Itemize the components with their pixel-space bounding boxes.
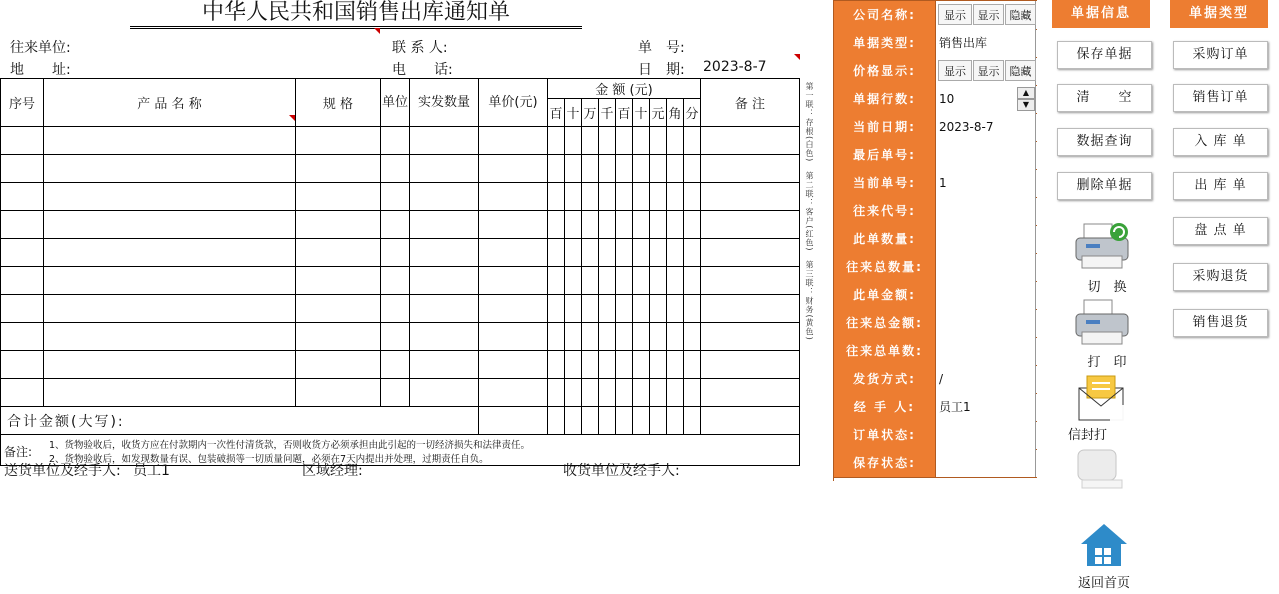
total-amount-label: 合计金额(大写): [1,407,479,435]
table-cell[interactable] [565,239,582,267]
total-digit-cell[interactable] [684,407,701,435]
table-cell[interactable] [565,211,582,239]
table-cell[interactable] [701,323,800,351]
table-cell[interactable] [684,155,701,183]
amount-digit-header: 分 [684,99,701,127]
panel-row [834,365,1037,394]
table-cell[interactable] [616,127,633,155]
table-cell[interactable] [667,211,684,239]
table-cell[interactable] [1,267,44,295]
table-cell[interactable] [684,351,701,379]
table-row [1,155,800,183]
table-row [1,323,800,351]
save-document-button[interactable]: 保存单据 [1057,41,1152,69]
delete-document-button[interactable]: 删除单据 [1057,172,1152,200]
table-row [1,295,800,323]
table-cell[interactable] [1,155,44,183]
table-cell[interactable] [548,295,565,323]
amount-digit-header: 十 [633,99,650,127]
table-cell[interactable] [1,295,44,323]
table-cell[interactable] [479,379,548,407]
panel-row-value[interactable] [936,281,1036,309]
panel-row [834,141,1037,170]
table-cell[interactable] [410,267,479,295]
table-cell[interactable] [479,295,548,323]
table-row [1,239,800,267]
table-cell[interactable] [616,183,633,211]
table-cell[interactable] [633,379,650,407]
table-cell[interactable] [616,379,633,407]
table-cell[interactable] [633,127,650,155]
panel-row-label: 往来代号: [834,197,936,225]
table-cell[interactable] [701,211,800,239]
amount-digit-header: 百 [548,99,565,127]
header-price: 单价(元) [479,79,548,127]
table-cell[interactable] [1,351,44,379]
table-cell[interactable] [479,239,548,267]
amount-digit-header: 千 [599,99,616,127]
note-line-2: 2、货物验收后，如发现数量有误、包装破损等一切质量问题，必须在7天内提出并处理，过期责任自负。 [49,454,489,465]
table-cell[interactable] [582,211,599,239]
panel-row [834,421,1037,450]
table-cell[interactable] [650,127,667,155]
table-cell[interactable] [565,351,582,379]
table-cell[interactable] [701,267,800,295]
table-cell[interactable] [548,155,565,183]
total-digit-cell[interactable] [667,407,684,435]
table-cell[interactable] [684,323,701,351]
copy-instructions-text: 第一联：存根(白色) 第二联：客户(红色) 第三联：财务(黄色) [805,82,814,341]
table-cell[interactable] [381,155,410,183]
panel-row [834,29,1037,58]
table-cell[interactable] [701,239,800,267]
table-cell[interactable] [565,323,582,351]
table-cell[interactable] [616,351,633,379]
table-cell[interactable] [599,127,616,155]
sender-label: 送货单位及经手人: [4,463,121,479]
table-cell[interactable] [410,323,479,351]
inventory-count-button[interactable]: 盘 点 单 [1173,217,1268,245]
table-cell[interactable] [565,379,582,407]
table-cell[interactable] [44,127,296,155]
table-cell[interactable] [684,127,701,155]
document-title: 中华人民共和国销售出库通知单 [130,0,582,29]
table-cell[interactable] [381,267,410,295]
table-cell[interactable] [633,183,650,211]
address-label: 地 址: [10,62,71,78]
table-cell[interactable] [296,323,381,351]
home-icon[interactable] [1077,520,1131,574]
panel-row-label: 价格显示: [834,57,936,85]
note-line-1: 1、货物验收后，收货方应在付款期内一次性付清货款，否则收货方必须承担由此引起的一切经济损失和法律责任。 [49,440,531,451]
panel-row-value[interactable] [936,225,1036,253]
switch-printer-icon[interactable] [1074,220,1134,276]
outbound-order-button[interactable]: 出 库 单 [1173,172,1268,200]
table-cell[interactable] [381,323,410,351]
hide-button[interactable]: 隐藏 [1005,60,1036,81]
document-info-panel [833,0,1037,481]
hide-button[interactable]: 隐藏 [1005,4,1036,25]
table-cell[interactable] [479,323,548,351]
table-cell[interactable] [565,267,582,295]
table-cell[interactable] [381,211,410,239]
table-cell[interactable] [667,379,684,407]
table-cell[interactable] [479,127,548,155]
total-digit-cell[interactable] [565,407,582,435]
comment-marker [794,54,800,60]
table-cell[interactable] [1,183,44,211]
spin-down-button[interactable]: ▼ [1017,99,1035,111]
panel-row-label: 往来总金额: [834,309,936,337]
table-cell[interactable] [599,295,616,323]
panel-row-label: 此单数量: [834,225,936,253]
table-cell[interactable] [548,267,565,295]
table-cell[interactable] [701,127,800,155]
table-cell[interactable] [701,155,800,183]
table-cell[interactable] [1,239,44,267]
panel-row [834,113,1037,142]
sender-value: 员工1 [133,463,170,479]
partner-label: 往来单位: [10,40,71,56]
panel-row-label: 最后单号: [834,141,936,169]
panel-row-label: 当前日期: [834,113,936,141]
table-cell[interactable] [44,239,296,267]
panel-row-value[interactable] [936,449,1036,477]
purchase-return-button[interactable]: 采购退货 [1173,263,1268,291]
table-cell[interactable] [479,183,548,211]
panel-row [834,449,1037,478]
table-cell[interactable] [633,267,650,295]
table-cell[interactable] [548,127,565,155]
contact-label: 联 系 人: [392,40,448,56]
table-cell[interactable] [684,211,701,239]
panel-row-value[interactable] [936,253,1036,281]
table-cell[interactable] [650,351,667,379]
total-digit-cell[interactable] [582,407,599,435]
table-cell[interactable] [599,379,616,407]
table-cell[interactable] [410,211,479,239]
panel-row-value[interactable] [936,197,1036,225]
header-product-name: 产 品 名 称 [44,79,296,127]
table-cell[interactable] [701,183,800,211]
table-cell[interactable] [44,323,296,351]
panel-row-value[interactable] [936,421,1036,449]
panel-row [834,57,1037,86]
table-cell[interactable] [650,155,667,183]
panel-row-label: 单据行数: [834,85,936,113]
panel-row [834,393,1037,422]
table-cell[interactable] [633,211,650,239]
table-cell[interactable] [633,239,650,267]
table-cell[interactable] [44,211,296,239]
table-cell[interactable] [479,155,548,183]
table-cell[interactable] [296,183,381,211]
envelope-print-label[interactable]: 信封打 [1068,428,1108,443]
print-label[interactable]: 打 印 [1087,355,1127,370]
table-cell[interactable] [296,295,381,323]
panel-row-label: 订单状态: [834,421,936,449]
header-unit: 单位 [381,79,410,127]
table-cell[interactable] [548,183,565,211]
phone-label: 电 话: [392,62,453,78]
panel-row-label: 往来总数量: [834,253,936,281]
table-cell[interactable] [650,239,667,267]
show-button[interactable]: 显示 [973,60,1004,81]
date-value: 2023-8-7 [703,59,767,75]
panel-row [834,337,1037,366]
table-cell[interactable] [616,267,633,295]
total-digit-cell[interactable] [599,407,616,435]
label-printer-icon[interactable] [1072,446,1128,496]
sales-return-button[interactable]: 销售退货 [1173,309,1268,337]
total-cell[interactable] [479,407,548,435]
table-row [1,211,800,239]
panel-row-value[interactable] [936,141,1036,169]
amount-digit-header: 十 [565,99,582,127]
table-cell[interactable] [1,127,44,155]
table-cell[interactable] [582,351,599,379]
clear-button[interactable]: 清 空 [1057,84,1152,112]
panel-row-label: 发货方式: [834,365,936,393]
table-cell[interactable] [599,323,616,351]
header-seq: 序号 [1,79,44,127]
notes-label: 备注: [4,445,33,459]
table-cell[interactable] [548,211,565,239]
table-cell[interactable] [582,183,599,211]
table-cell[interactable] [684,239,701,267]
table-row [1,127,800,155]
table-cell[interactable] [296,127,381,155]
table-cell[interactable] [701,295,800,323]
table-cell[interactable] [565,155,582,183]
amount-digit-header: 角 [667,99,684,127]
panel-row-value[interactable]: 销售出库 [936,29,1036,57]
total-digit-cell[interactable] [650,407,667,435]
table-cell[interactable] [1,323,44,351]
total-digit-cell[interactable] [548,407,565,435]
table-cell[interactable] [684,183,701,211]
table-cell[interactable] [565,295,582,323]
number-label: 单 号: [638,40,685,56]
table-cell[interactable] [548,239,565,267]
table-cell[interactable] [633,155,650,183]
table-cell[interactable] [44,267,296,295]
amount-digit-header: 百 [616,99,633,127]
table-cell[interactable] [616,211,633,239]
comment-marker [289,115,295,121]
comment-marker [374,28,380,34]
table-cell[interactable] [479,267,548,295]
header-remark: 备 注 [701,79,800,127]
table-cell[interactable] [582,155,599,183]
table-row [1,351,800,379]
purchase-order-button[interactable]: 采购订单 [1173,41,1268,69]
amount-digit-header: 万 [582,99,599,127]
table-cell[interactable] [548,323,565,351]
total-digit-cell[interactable] [633,407,650,435]
document-info-header: 单据信息 [1052,0,1150,28]
show-button[interactable]: 显示 [973,4,1004,25]
receiver-label: 收货单位及经手人: [563,463,680,479]
table-row [1,379,800,407]
panel-row [834,253,1037,282]
table-cell[interactable] [616,323,633,351]
table-cell[interactable] [684,295,701,323]
table-cell[interactable] [616,295,633,323]
area-manager-label: 区域经理: [302,463,363,479]
panel-row-value[interactable]: 10 [936,85,1036,113]
table-cell[interactable] [667,351,684,379]
table-cell[interactable] [548,351,565,379]
panel-row-value[interactable] [936,309,1036,337]
table-cell[interactable] [410,295,479,323]
table-cell[interactable] [667,183,684,211]
table-cell[interactable] [44,295,296,323]
panel-row [834,85,1037,114]
table-cell[interactable] [667,323,684,351]
total-digit-cell[interactable] [616,407,633,435]
panel-row-value[interactable] [936,337,1036,365]
table-cell[interactable] [599,155,616,183]
printer-icon[interactable] [1074,296,1134,352]
panel-row [834,169,1037,198]
table-cell[interactable] [296,239,381,267]
date-label: 日 期: [638,62,685,78]
table-cell[interactable] [44,155,296,183]
header-amount: 金 额 (元) [548,79,701,99]
table-cell[interactable] [633,351,650,379]
panel-row-label: 当前单号: [834,169,936,197]
panel-row [834,225,1037,254]
panel-row-value[interactable]: 2023-8-7 [936,113,1036,141]
table-cell[interactable] [410,127,479,155]
table-cell[interactable] [296,155,381,183]
table-cell[interactable] [582,239,599,267]
table-cell[interactable] [616,239,633,267]
table-cell[interactable] [633,323,650,351]
table-cell[interactable] [599,351,616,379]
faded-overlay [1110,405,1279,485]
table-cell[interactable] [582,295,599,323]
table-row [1,267,800,295]
table-cell[interactable] [650,267,667,295]
table-cell[interactable] [667,267,684,295]
panel-row [834,1,1037,30]
panel-row-label: 经 手 人: [834,393,936,421]
table-cell[interactable] [410,379,479,407]
table-cell[interactable] [296,267,381,295]
table-cell[interactable] [44,379,296,407]
table-cell[interactable] [684,379,701,407]
table-cell[interactable] [548,379,565,407]
table-cell[interactable] [667,239,684,267]
table-cell[interactable] [582,127,599,155]
table-cell[interactable] [582,379,599,407]
show-button[interactable]: 显示 [938,4,972,25]
table-cell[interactable] [479,351,548,379]
table-cell[interactable] [381,379,410,407]
table-cell[interactable] [565,127,582,155]
table-cell[interactable] [599,211,616,239]
sales-order-button[interactable]: 销售订单 [1173,84,1268,112]
table-cell[interactable] [410,239,479,267]
table-cell[interactable] [667,127,684,155]
table-cell[interactable] [582,267,599,295]
panel-row-value[interactable]: 1 [936,169,1036,197]
table-cell[interactable] [650,295,667,323]
panel-row-value[interactable]: 员工1 [936,393,1036,421]
table-cell[interactable] [44,351,296,379]
panel-row [834,281,1037,310]
switch-label[interactable]: 切 换 [1087,280,1127,295]
panel-row-label: 往来总单数: [834,337,936,365]
panel-row-label: 单据类型: [834,29,936,57]
table-cell[interactable] [650,323,667,351]
table-cell[interactable] [410,183,479,211]
document-type-header: 单据类型 [1170,0,1268,28]
table-cell[interactable] [667,295,684,323]
table-cell[interactable] [381,127,410,155]
table-cell[interactable] [381,183,410,211]
table-cell[interactable] [650,211,667,239]
table-cell[interactable] [44,183,296,211]
panel-row [834,197,1037,226]
table-cell[interactable] [701,351,800,379]
header-quantity: 实发数量 [410,79,479,127]
table-cell[interactable] [296,379,381,407]
table-cell[interactable] [684,267,701,295]
header-spec: 规 格 [296,79,381,127]
table-cell[interactable] [410,155,479,183]
table-cell[interactable] [296,351,381,379]
table-cell[interactable] [599,183,616,211]
panel-row-value[interactable]: / [936,365,1036,393]
table-cell[interactable] [565,183,582,211]
table-cell[interactable] [599,267,616,295]
panel-row-label: 保存状态: [834,449,936,477]
table-cell[interactable] [381,295,410,323]
table-cell[interactable] [616,155,633,183]
return-home-label[interactable]: 返回首页 [1077,576,1130,591]
table-cell[interactable] [1,379,44,407]
amount-digit-header: 元 [650,99,667,127]
panel-row [834,309,1037,338]
table-cell[interactable] [650,183,667,211]
panel-row-label: 此单金额: [834,281,936,309]
table-row [1,183,800,211]
show-button[interactable]: 显示 [938,60,972,81]
table-cell[interactable] [582,323,599,351]
table-cell[interactable] [701,379,800,407]
table-cell[interactable] [381,351,410,379]
table-cell[interactable] [381,239,410,267]
data-query-button[interactable]: 数据查询 [1057,128,1152,156]
table-cell[interactable] [599,239,616,267]
panel-row-label: 公司名称: [834,1,936,29]
table-cell[interactable] [296,211,381,239]
table-cell[interactable] [667,155,684,183]
inbound-order-button[interactable]: 入 库 单 [1173,128,1268,156]
table-cell[interactable] [650,379,667,407]
table-cell[interactable] [410,351,479,379]
spin-up-button[interactable]: ▲ [1017,87,1035,99]
table-cell[interactable] [479,211,548,239]
table-cell[interactable] [1,211,44,239]
table-cell[interactable] [633,295,650,323]
total-remark-cell[interactable] [701,407,800,435]
items-table [0,78,800,466]
